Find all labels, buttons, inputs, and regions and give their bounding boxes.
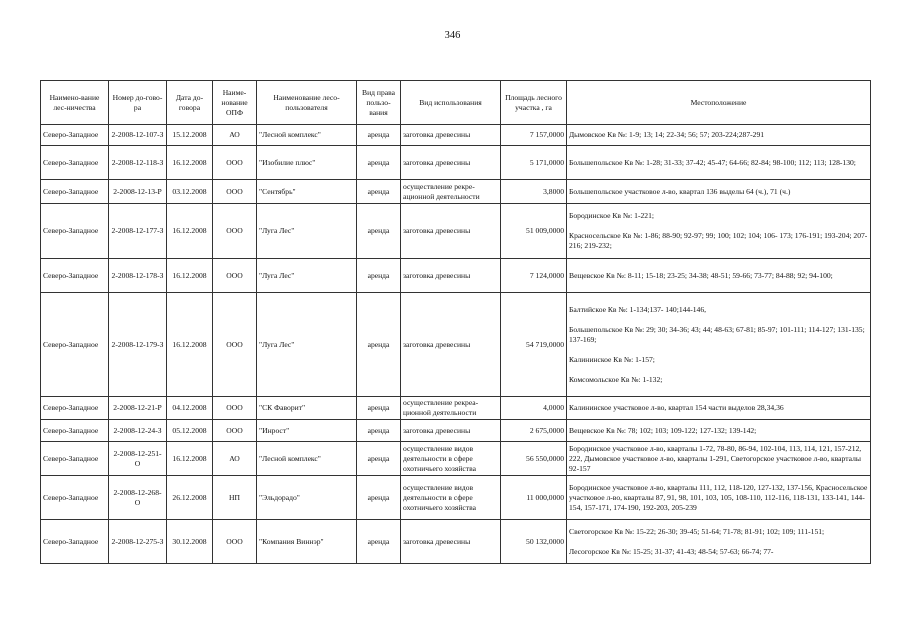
use-type-cell: осуществление рекреа-ционной деятельности: [401, 397, 501, 420]
use-type-cell: заготовка древесины: [401, 520, 501, 564]
use-type-cell: заготовка древесины: [401, 420, 501, 442]
contract-number-cell: 2-2008-12-275-З: [109, 520, 167, 564]
location-cell: [567, 146, 871, 180]
forest-user-cell: "Луга Лес": [257, 259, 357, 293]
header-contract-number: Номер до-гово-ра: [109, 81, 167, 125]
use-type-cell: заготовка древесины: [401, 146, 501, 180]
contract-date-cell: 26.12.2008: [167, 476, 213, 520]
right-type-cell: аренда: [357, 293, 401, 397]
forest-user-cell: "Сентябрь": [257, 180, 357, 204]
forestry-cell: Северо-Западное: [41, 125, 109, 146]
table-row: [41, 476, 871, 520]
right-type-cell: аренда: [357, 180, 401, 204]
area-cell: 4,0000: [501, 397, 567, 420]
use-type-cell: осуществление видов деятельности в сфере охотничьего хозяйства: [401, 476, 501, 520]
header-use-type: Вид использования: [401, 81, 501, 125]
opf-cell: ООО: [213, 259, 257, 293]
location-line: Калининское участковое л-во, квартал 154 части выделов 28,34,36: [569, 403, 784, 412]
location-line: Бородинское Кв №: 1-221;: [569, 211, 654, 220]
forestry-cell: Северо-Западное: [41, 259, 109, 293]
area-cell: 7 124,0000: [501, 259, 567, 293]
contract-date-cell: 15.12.2008: [167, 125, 213, 146]
opf-cell: ООО: [213, 397, 257, 420]
area-cell: 50 132,0000: [501, 520, 567, 564]
forest-lease-table: [40, 80, 871, 564]
location-cell: [567, 293, 871, 397]
forest-user-cell: "Лесной комплекс": [257, 125, 357, 146]
opf-cell: ООО: [213, 520, 257, 564]
header-forest-user: Наименование лесо-пользователя: [257, 81, 357, 125]
opf-cell: АО: [213, 125, 257, 146]
opf-cell: ООО: [213, 146, 257, 180]
contract-number-cell: 2-2008-12-268-О: [109, 476, 167, 520]
contract-number-cell: 2-2008-12-177-З: [109, 204, 167, 259]
use-type-cell: осуществление видов деятельности в сфере охотничьего хозяйства: [401, 442, 501, 476]
header-location: Местоположение: [567, 81, 871, 125]
location-cell: [567, 520, 871, 564]
location-cell: [567, 476, 871, 520]
location-cell: [567, 204, 871, 259]
location-line: Бородинское участковое л-во, кварталы 1-72, 78-80, 86-94, 102-104, 113, 114, 121, 157-212, 222, Дымовское участковое л-во, кварталы 1-291, Светогорское участковое л-во, кварталы 92-157: [569, 443, 862, 473]
right-type-cell: аренда: [357, 420, 401, 442]
forest-user-cell: "Компания Виннэр": [257, 520, 357, 564]
right-type-cell: аренда: [357, 125, 401, 146]
area-cell: 54 719,0000: [501, 293, 567, 397]
area-cell: 56 550,0000: [501, 442, 567, 476]
table-row: [41, 520, 871, 564]
contract-date-cell: 16.12.2008: [167, 259, 213, 293]
contract-number-cell: 2-2008-12-118-З: [109, 146, 167, 180]
table-row: [41, 146, 871, 180]
contract-date-cell: 16.12.2008: [167, 293, 213, 397]
table-row: [41, 204, 871, 259]
area-cell: 5 171,0000: [501, 146, 567, 180]
header-forestry: Наимено-вание лес-ничества: [41, 81, 109, 125]
forest-user-cell: "СК Фаворит": [257, 397, 357, 420]
table-row: [41, 420, 871, 442]
contract-number-cell: 2-2008-12-13-Р: [109, 180, 167, 204]
right-type-cell: аренда: [357, 520, 401, 564]
contract-date-cell: 30.12.2008: [167, 520, 213, 564]
right-type-cell: аренда: [357, 259, 401, 293]
location-line: Вещевское Кв №: 8-11; 15-18; 23-25; 34-38; 48-51; 59-66; 73-77; 84-88; 92; 94-100;: [569, 270, 833, 280]
opf-cell: ООО: [213, 293, 257, 397]
forest-user-cell: "Луга Лес": [257, 293, 357, 397]
use-type-cell: заготовка древесины: [401, 259, 501, 293]
location-line: Большепольское участковое л-во, квартал 136 выделы 64 (ч.), 71 (ч.): [569, 186, 791, 196]
location-cell: [567, 259, 871, 293]
area-cell: 3,8000: [501, 180, 567, 204]
table-row: [41, 293, 871, 397]
opf-cell: НП: [213, 476, 257, 520]
forestry-cell: Северо-Западное: [41, 476, 109, 520]
opf-cell: АО: [213, 442, 257, 476]
contract-date-cell: 04.12.2008: [167, 397, 213, 420]
use-type-cell: осуществление рекре-ационной деятельности: [401, 180, 501, 204]
location-line: Большепольское Кв №: 29; 30; 34-36; 43; 44; 48-63; 67-81; 85-97; 101-111; 114-127; 131-135; 137-169;: [569, 324, 865, 344]
right-type-cell: аренда: [357, 442, 401, 476]
forestry-cell: Северо-Западное: [41, 397, 109, 420]
contract-number-cell: 2-2008-12-178-З: [109, 259, 167, 293]
location-cell: [567, 397, 871, 420]
forest-user-cell: "Эльдорадо": [257, 476, 357, 520]
use-type-cell: заготовка древесины: [401, 293, 501, 397]
location-line: Вещевское Кв №: 78; 102; 103; 109-122; 127-132; 139-142;: [569, 425, 757, 435]
use-type-cell: заготовка древесины: [401, 204, 501, 259]
header-contract-date: Дата до-говора: [167, 81, 213, 125]
contract-number-cell: 2-2008-12-21-Р: [109, 397, 167, 420]
location-cell: [567, 420, 871, 442]
location-line: Калининское Кв №: 1-157;: [569, 354, 655, 364]
opf-cell: ООО: [213, 180, 257, 204]
forestry-cell: Северо-Западное: [41, 442, 109, 476]
contract-date-cell: 03.12.2008: [167, 180, 213, 204]
contract-date-cell: 05.12.2008: [167, 420, 213, 442]
forestry-cell: Северо-Западное: [41, 204, 109, 259]
opf-cell: ООО: [213, 420, 257, 442]
forestry-cell: Северо-Западное: [41, 520, 109, 564]
contract-date-cell: 16.12.2008: [167, 204, 213, 259]
location-line: Лесогорское Кв №: 15-25; 31-37; 41-43; 48-54; 57-63; 66-74; 77-: [569, 546, 774, 556]
contract-date-cell: 16.12.2008: [167, 442, 213, 476]
location-line: Светогорское Кв №: 15-22; 26-30; 39-45; 51-64; 71-78; 81-91; 102; 109; 111-151;: [569, 526, 825, 536]
contract-number-cell: 2-2008-12-24-З: [109, 420, 167, 442]
contract-number-cell: 2-2008-12-107-З: [109, 125, 167, 146]
forest-user-cell: "Изобилие плюс": [257, 146, 357, 180]
header-right-type: Вид права пользо-вания: [357, 81, 401, 125]
location-cell: [567, 125, 871, 146]
right-type-cell: аренда: [357, 204, 401, 259]
contract-number-cell: 2-2008-12-251-О: [109, 442, 167, 476]
right-type-cell: аренда: [357, 397, 401, 420]
area-cell: 7 157,0000: [501, 125, 567, 146]
page-number: 346: [444, 30, 461, 41]
table-row: [41, 180, 871, 204]
location-line: Комсомольское Кв №: 1-132;: [569, 374, 663, 384]
area-cell: 11 000,0000: [501, 476, 567, 520]
location-line: Балтийское Кв №: 1-134;137- 140;144-146,: [569, 304, 707, 314]
header-opf: Наиме-нование ОПФ: [213, 81, 257, 125]
location-cell: [567, 442, 871, 476]
forest-user-cell: "Инрост": [257, 420, 357, 442]
forest-user-cell: "Лесной комплекс": [257, 442, 357, 476]
use-type-cell: заготовка древесины: [401, 125, 501, 146]
location-line: Большепольское Кв №: 1-28; 31-33; 37-42; 45-47; 64-66; 82-84; 98-100; 112; 113; 128-130;: [569, 157, 856, 167]
table-row: [41, 442, 871, 476]
location-line: Дымовское Кв №: 1-9; 13; 14; 22-34; 56; 57; 203-224;287-291: [569, 130, 765, 139]
forestry-cell: Северо-Западное: [41, 146, 109, 180]
area-cell: 2 675,0000: [501, 420, 567, 442]
location-line: Красносельское Кв №: 1-86; 88-90; 92-97; 99; 100; 102; 104; 106- 173; 176-191; 193-204; 207- 216; 219-232;: [569, 231, 868, 250]
area-cell: 51 009,0000: [501, 204, 567, 259]
location-cell: [567, 180, 871, 204]
location-line: Бородинское участковое л-во, кварталы 111, 112, 118-120, 127-132, 137-156, Красносельское участковое л-во, кварталы 87, 91, 98, 101, 103, 105, 108-110, 112-116, 118-131, 133-141, 144-154, 157-171, 174-190, 192-203, 205-239: [569, 482, 868, 512]
table-row: [41, 397, 871, 420]
right-type-cell: аренда: [357, 476, 401, 520]
forestry-cell: Северо-Западное: [41, 420, 109, 442]
forestry-cell: Северо-Западное: [41, 293, 109, 397]
opf-cell: ООО: [213, 204, 257, 259]
table-row: [41, 259, 871, 293]
forest-user-cell: "Луга Лес": [257, 204, 357, 259]
table-row: [41, 125, 871, 146]
forestry-cell: Северо-Западное: [41, 180, 109, 204]
right-type-cell: аренда: [357, 146, 401, 180]
contract-date-cell: 16.12.2008: [167, 146, 213, 180]
table-header-row: [41, 81, 871, 125]
contract-number-cell: 2-2008-12-179-З: [109, 293, 167, 397]
header-area: Площадь лесного участка , га: [501, 81, 567, 125]
